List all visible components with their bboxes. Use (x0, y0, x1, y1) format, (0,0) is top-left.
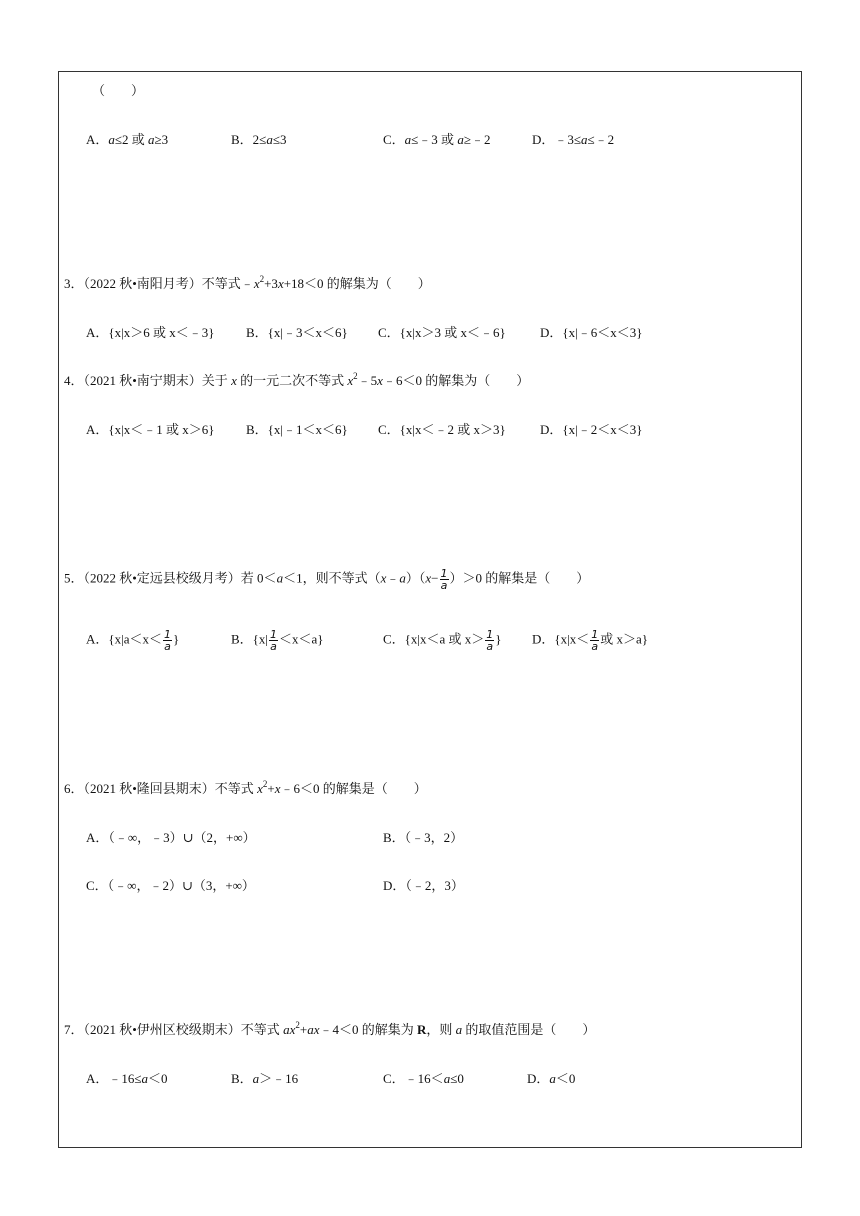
q3-option-b[interactable]: B．{x|﹣3＜x＜6} (246, 325, 348, 340)
question-7-stem: 7．（2021 秋•伊州区校级期末）不等式 $ax^2+ax﹣4<0$ 的解集为 R，则 a 的取值范围是（ ） (64, 1020, 596, 1037)
question-5-stem: 5．（2022 秋•定远县校级月考）若 0＜a＜1，则不等式（x﹣a）（x− $\frac{1}{a}$ ）＞0 的解集是（ ） (64, 567, 590, 592)
q5-option-b[interactable]: B．{x| $\frac{1}{a}$ ＜x＜a} (231, 628, 324, 653)
q4-option-c[interactable]: C．{x|x＜﹣2 或 x＞3} (378, 422, 506, 437)
q4-option-b[interactable]: B．{x|﹣1＜x＜6} (246, 422, 348, 437)
question-4-stem: 4．（2021 秋•南宁期末）关于 x 的一元二次不等式 $x^2﹣5x﹣6<0$ 的解集为（ ） (64, 371, 530, 388)
q3-option-d[interactable]: D．{x|﹣6＜x＜3} (540, 325, 643, 340)
answer-blank: （ ） (92, 83, 145, 98)
q2-option-c[interactable]: C．a≤﹣3 或 a≥﹣2 (383, 132, 491, 147)
q6-option-c[interactable]: C．（﹣∞，﹣2）∪（3，+∞） (86, 878, 255, 893)
q2-option-b[interactable]: B．2≤a≤3 (231, 132, 287, 147)
q6-option-d[interactable]: D．（﹣2，3） (383, 878, 464, 893)
q2-option-a[interactable]: A．a≤2 或 a≥3 (86, 132, 169, 147)
q4-option-d[interactable]: D．{x|﹣2＜x＜3} (540, 422, 643, 437)
question-6-stem: 6．（2021 秋•隆回县期末）不等式 $x^2+x﹣6<0$ 的解集是（ ） (64, 779, 427, 796)
q6-option-b[interactable]: B．（﹣3，2） (383, 830, 464, 845)
q7-option-c[interactable]: C．﹣16＜a≤0 (383, 1071, 464, 1086)
q5-option-c[interactable]: C．{x|x＜a 或 x＞ $\frac{1}{a}$ } (383, 628, 502, 653)
page-frame (58, 71, 802, 1148)
question-3-stem: 3．（2022 秋•南阳月考）不等式$﹣x^2+3x+18<0$ 的解集为（ ） (64, 274, 431, 291)
q3-option-c[interactable]: C．{x|x＞3 或 x＜﹣6} (378, 325, 506, 340)
q7-option-b[interactable]: B．a＞﹣16 (231, 1071, 299, 1086)
q7-option-a[interactable]: A．﹣16≤a＜0 (86, 1071, 168, 1086)
q2-option-d[interactable]: D．﹣3≤a≤﹣2 (532, 132, 615, 147)
q6-option-a[interactable]: A．（﹣∞，﹣3）∪（2，+∞） (86, 830, 256, 845)
q5-option-a[interactable]: A．{x|a＜x＜ $\frac{1}{a}$ } (86, 628, 180, 653)
q5-option-d[interactable]: D．{x|x＜ $\frac{1}{a}$ 或 x＞a} (532, 628, 648, 653)
fraction: $\frac{1}{a}$ (440, 567, 448, 592)
q7-option-d[interactable]: D．a＜0 (527, 1071, 576, 1086)
q3-option-a[interactable]: A．{x|x＞6 或 x＜﹣3} (86, 325, 215, 340)
q4-option-a[interactable]: A．{x|x＜﹣1 或 x＞6} (86, 422, 215, 437)
